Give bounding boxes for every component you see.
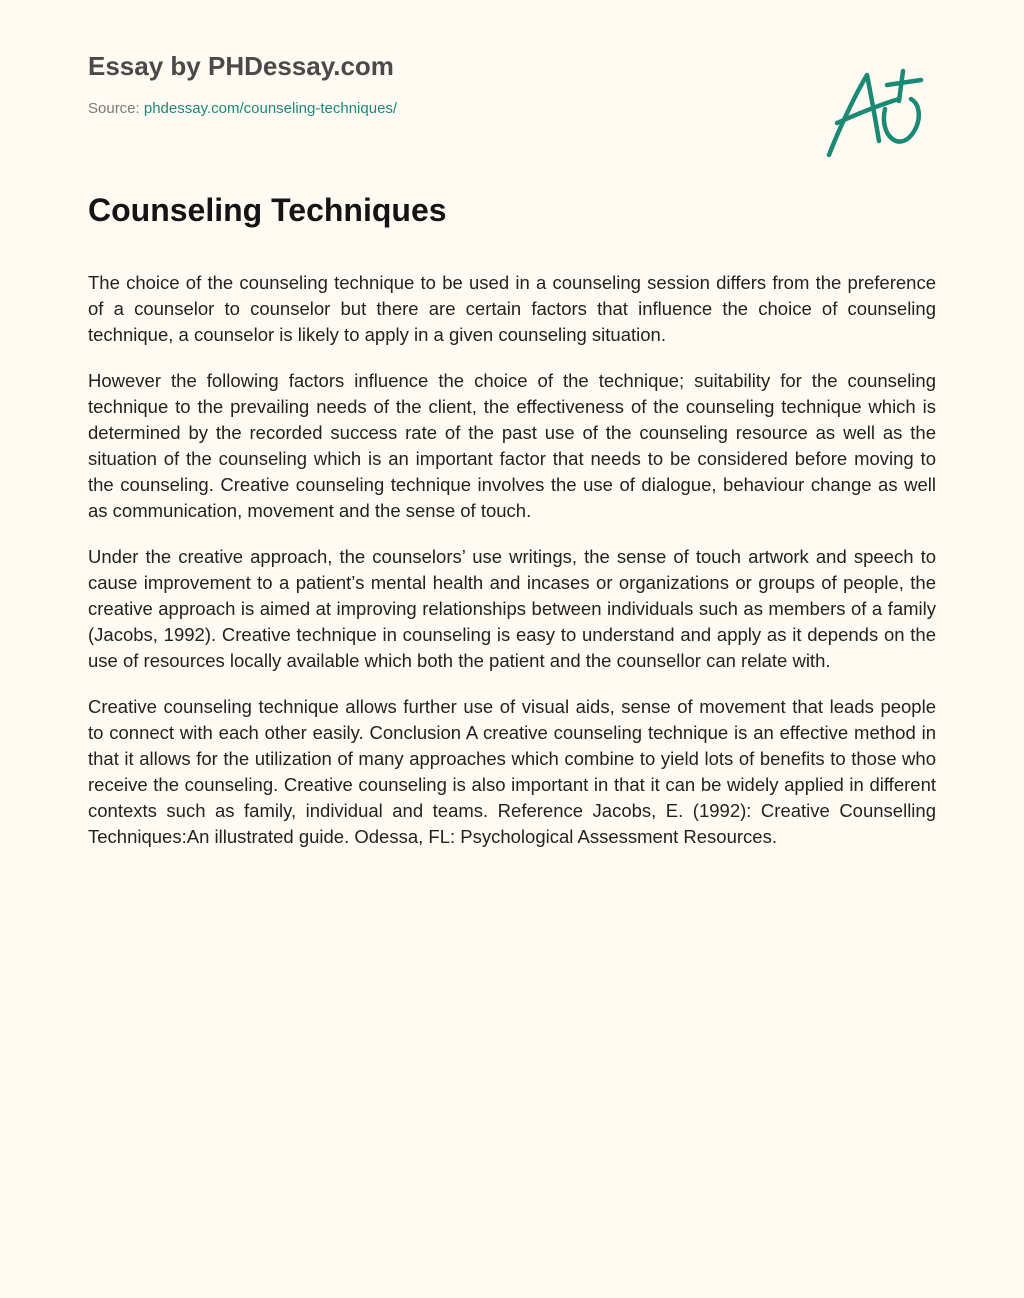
essay-body (88, 270, 936, 870)
essay-paragraph-1: The choice of the counseling technique to be used in a counseling session differs from the preference of a counselor to counselor but there are certain factors that influence the choice of counseling technique, a counselor is likely to apply in a given counseling situation. (88, 272, 936, 345)
a-plus-grade-icon (823, 65, 929, 161)
source-line (88, 99, 848, 119)
essay-title: Counseling Techniques (88, 192, 447, 228)
site-title: Essay by PHDessay.com (88, 51, 394, 81)
page-header (88, 50, 848, 119)
source-link[interactable]: phdessay.com/counseling-techniques/ (143, 100, 398, 117)
source-label: Source: (88, 100, 140, 117)
essay-paragraph-2: However the following factors influence the choice of the technique; suitability for the counseling technique to the prevailing needs of the client, the effectiveness of the counseling technique which is determined by the recorded success rate of the past use of the counseling resource as well as the situation of the counseling which is an important factor that needs to be considered before moving to the counseling. Creative counseling technique involves the use of dialogue, behaviour change as well as communication, movement and the sense of touch. (88, 370, 936, 521)
essay-paragraph-4: Creative counseling technique allows further use of visual aids, sense of movement that leads people to connect with each other easily. Conclusion A creative counseling technique is an effective method in that it allows for the utilization of many approaches which combine to yield lots of benefits to those who receive the counseling. Creative counseling is also important in that it can be widely applied in different contexts such as family, individual and teams. Reference Jacobs, E. (1992): Creative Counselling Techniques:An illustrated guide. Odessa, FL: Psychological Assessment Resources. (88, 696, 936, 847)
essay-paragraph-3: Under the creative approach, the counselors’ use writings, the sense of touch artwork and speech to cause improvement to a patient’s mental health and incases or organizations or groups of people, the creative approach is aimed at improving relationships between individuals such as members of a family (Jacobs, 1992). Creative technique in counseling is easy to understand and apply as it depends on the use of resources locally available which both the patient and the counsellor can relate with. (88, 546, 936, 671)
